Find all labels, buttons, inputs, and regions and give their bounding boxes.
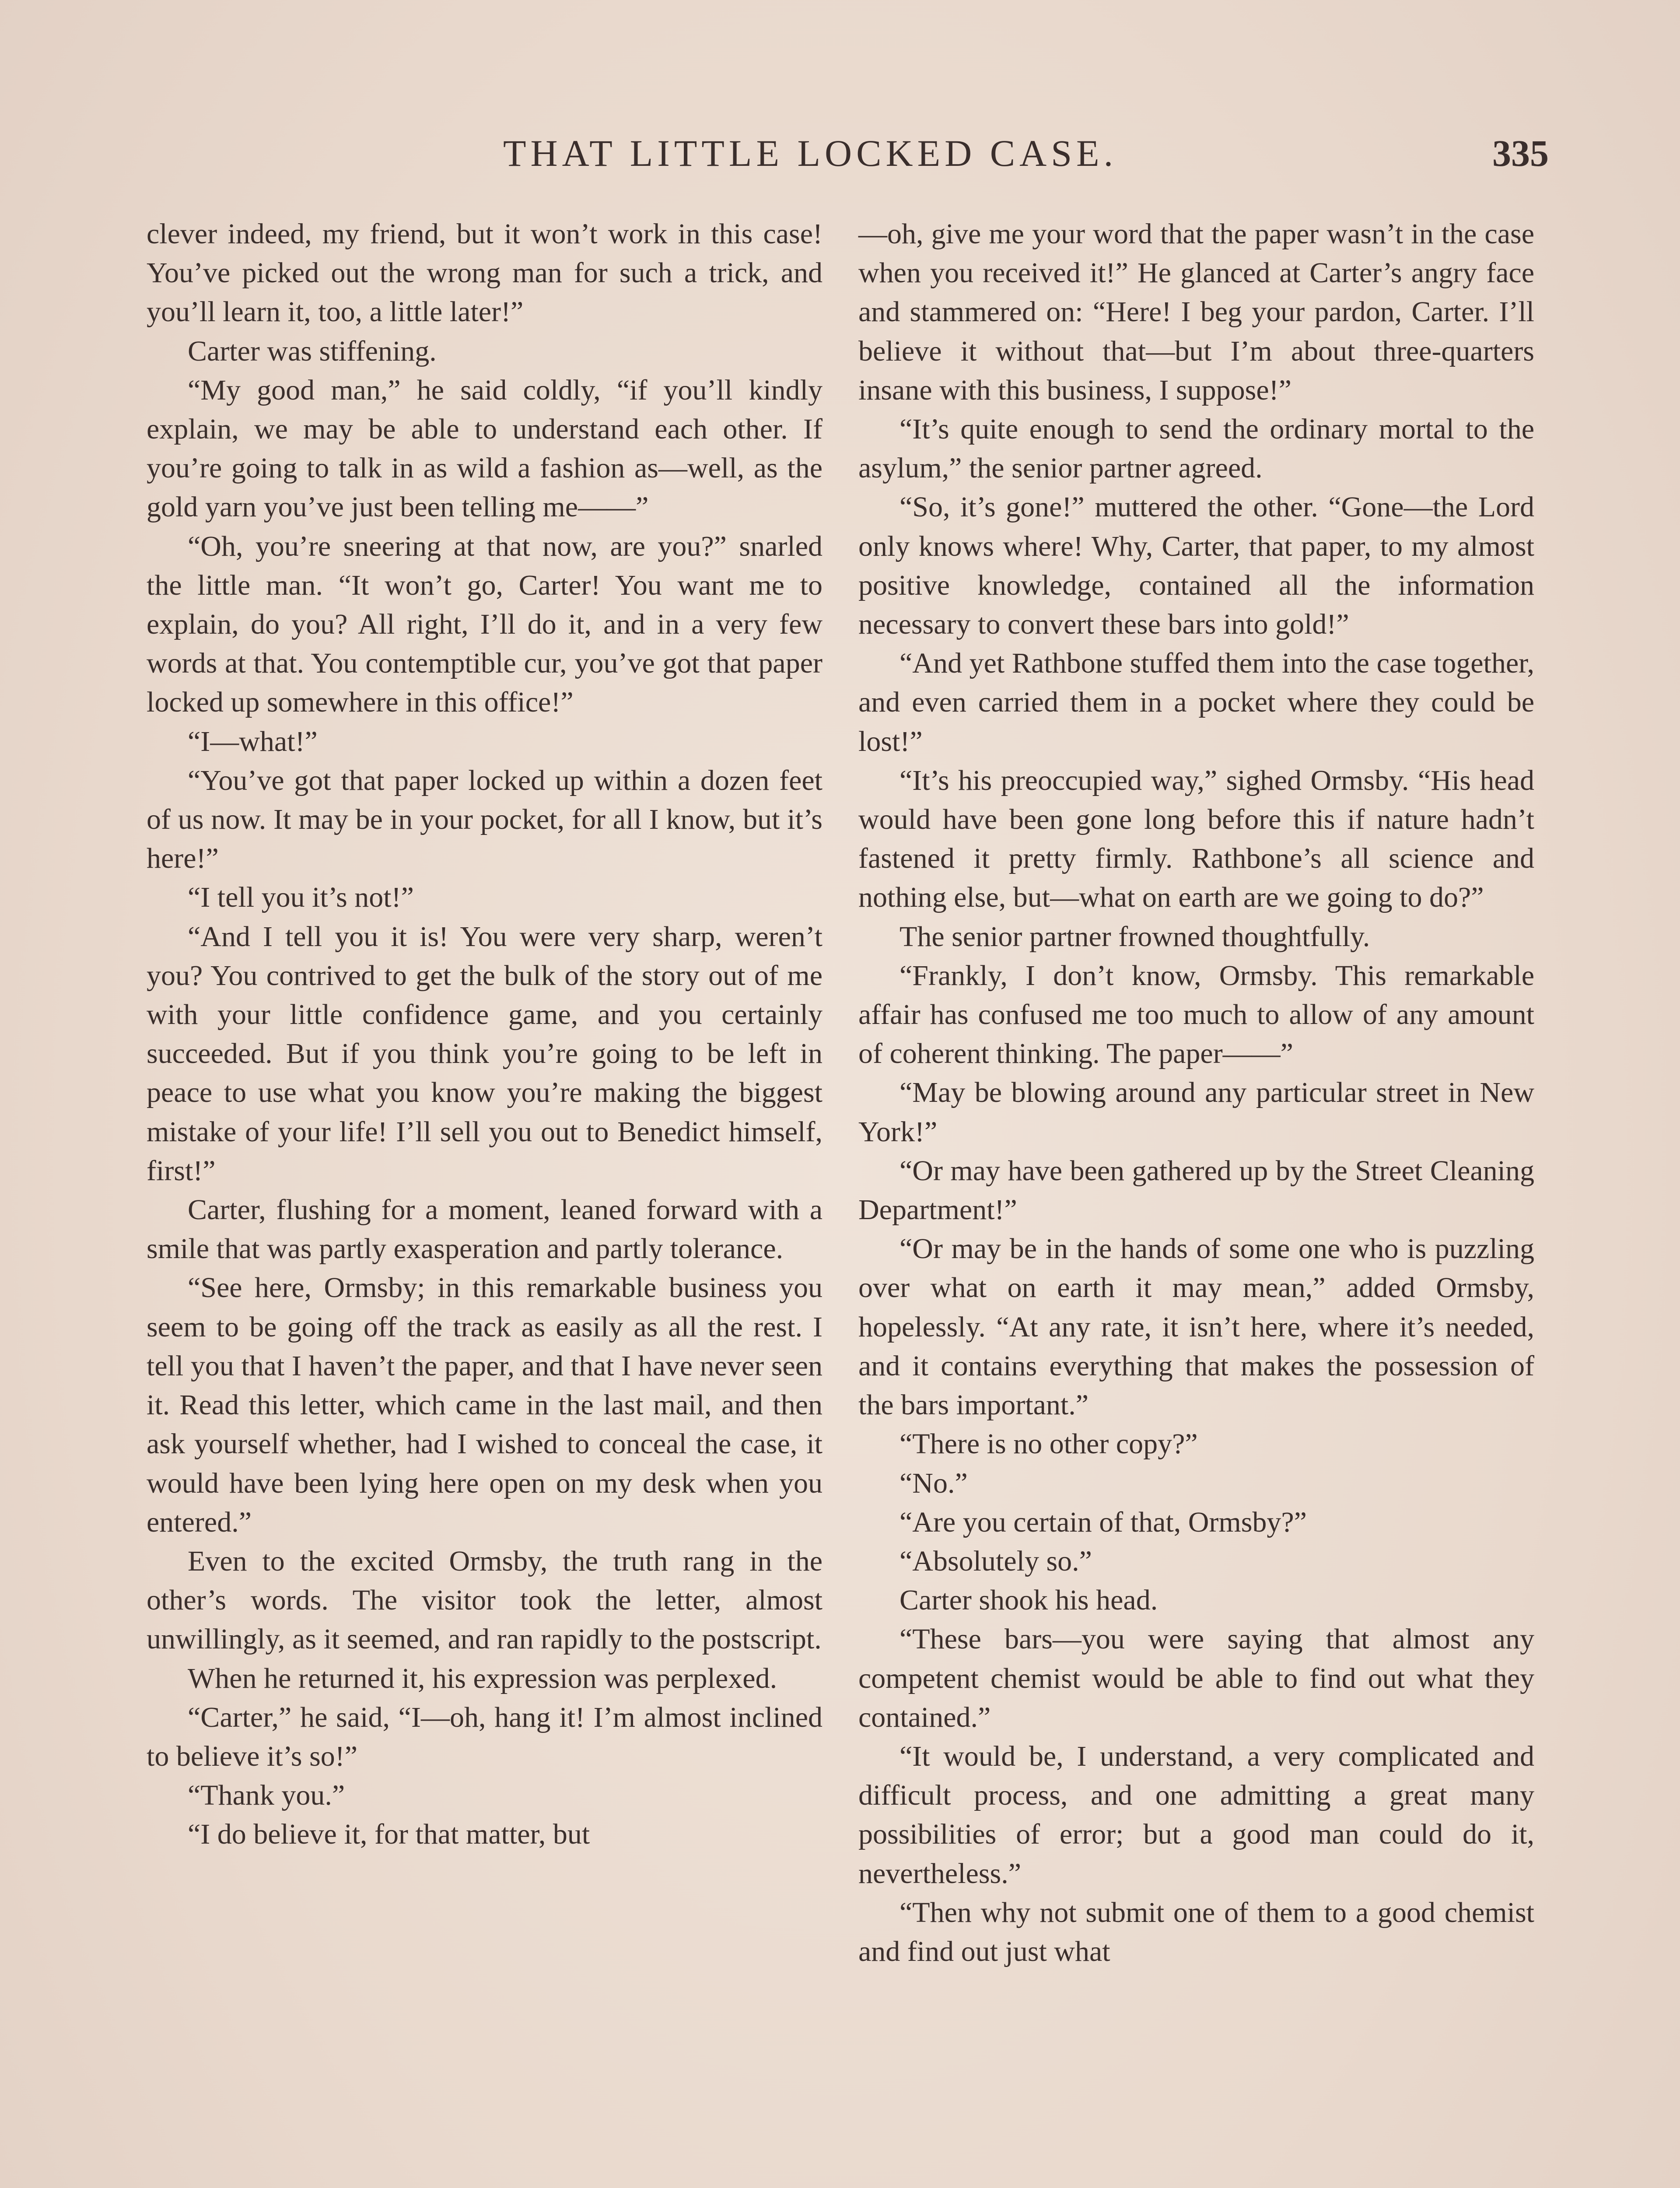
paragraph: “And yet Rathbone stuffed them into the case together, and even carried them in a pocket where they could be lost!” — [858, 647, 1534, 757]
right-text-column — [858, 214, 1534, 1971]
paragraph: Carter shook his head. — [900, 1584, 1158, 1616]
paragraph: “Carter,” he said, “I—oh, hang it! I’m almost inclined to believe it’s so!” — [147, 1701, 822, 1772]
paragraph: Carter, flushing for a moment, leaned forward with a smile that was partly exasperation and partly tolerance. — [147, 1194, 822, 1265]
paragraph: “No.” — [900, 1467, 968, 1499]
paragraph: “And I tell you it is! You were very sharp, weren’t you? You contrived to get the bulk of the story out of me with your little confidence game, and you certainly succeeded. But if you think you’re going to be left in peace to use what you know you’re making the biggest mistake of your life! I’ll sell you out to Benedict himself, first!” — [147, 920, 822, 1187]
paragraph: When he returned it, his expression was perplexed. — [188, 1662, 777, 1694]
page-number: 335 — [1492, 132, 1549, 174]
paragraph: “Oh, you’re sneering at that now, are you?” snarled the little man. “It won’t go, Carter! You want me to explain, do you? All right, I’ll do it, and in a very few words at that. You contemptible cur, you’ve got that paper locked up somewhere in this office!” — [147, 530, 822, 719]
paragraph: “Frankly, I don’t know, Ormsby. This remarkable affair has confused me too much to allow of any amount of coherent thinking. The paper——” — [858, 959, 1534, 1070]
running-title: THAT LITTLE LOCKED CASE. — [503, 132, 1118, 174]
paragraph: “Thank you.” — [188, 1779, 345, 1812]
paragraph: “You’ve got that paper locked up within a dozen feet of us now. It may be in your pocket, for all I know, but it’s here!” — [147, 764, 822, 875]
paragraph: “Then why not submit one of them to a good chemist and find out just what — [858, 1896, 1534, 1967]
paragraph: “May be blowing around any particular street in New York!” — [858, 1076, 1534, 1148]
paragraph: “See here, Ormsby; in this remarkable business you seem to be going off the track as easily as all the rest. I tell you that I haven’t the paper, and that I have never seen it. Read this letter, which came in the last mail, and then ask yourself whether, had I wished to conceal the case, it would have been lying here open on my desk when you entered.” — [147, 1272, 822, 1538]
paragraph: “I tell you it’s not!” — [188, 881, 414, 914]
paragraph: “My good man,” he said coldly, “if you’ll kindly explain, we may be able to understand each other. If you’re going to talk in as wild a fashion as—well, as the gold yarn you’ve just been telling me——” — [147, 374, 822, 523]
paragraph: “Or may have been gathered up by the Street Cleaning Department!” — [858, 1154, 1534, 1226]
paragraph: “I do believe it, for that matter, but — [188, 1818, 590, 1851]
paragraph: “It’s his preoccupied way,” sighed Ormsby. “His head would have been gone long before this if nature hadn’t fastened it pretty firmly. Rathbone’s all science and nothing else, but—what on earth are we going to do?” — [858, 764, 1534, 914]
left-text-column — [147, 214, 822, 1854]
paragraph: Carter was stiffening. — [188, 335, 437, 367]
paragraph: Even to the excited Ormsby, the truth rang in the other’s words. The visitor took the letter, almost unwillingly, as it seemed, and ran rapidly to the postscript. — [147, 1545, 822, 1655]
paragraph: “These bars—you were saying that almost any competent chemist would be able to find out what they contained.” — [858, 1623, 1534, 1733]
paragraph: “Are you certain of that, Ormsby?” — [900, 1506, 1307, 1538]
paragraph: The senior partner frowned thoughtfully. — [900, 920, 1370, 953]
paragraph: “There is no other copy?” — [900, 1428, 1198, 1460]
paragraph: “It’s quite enough to send the ordinary mortal to the asylum,” the senior partner agreed. — [858, 413, 1534, 484]
paragraph: clever indeed, my friend, but it won’t work in this case! You’ve picked out the wrong man for such a trick, and you’ll learn it, too, a little later!” — [147, 218, 822, 328]
paragraph: “It would be, I understand, a very complicated and difficult process, and one admitting a great many possibilities of error; but a good man could do it, nevertheless.” — [858, 1740, 1534, 1890]
paragraph: “So, it’s gone!” muttered the other. “Gone—the Lord only knows where! Why, Carter, that paper, to my almost positive knowledge, contained all the information necessary to convert these bars into gold!” — [858, 491, 1534, 641]
paragraph: “I—what!” — [188, 725, 318, 757]
paragraph: —oh, give me your word that the paper wasn’t in the case when you received it!” He glanced at Carter’s angry face and stammered on: “Here! I beg your pardon, Carter. I’ll believe it without that—but I’m about three-quarters insane with this business, I suppose!” — [858, 218, 1534, 406]
paragraph: “Or may be in the hands of some one who is puzzling over what on earth it may mean,” added Ormsby, hopelessly. “At any rate, it isn’t here, where it’s needed, and it contains everything that makes the possession of the bars important.” — [858, 1233, 1534, 1421]
paragraph: “Absolutely so.” — [900, 1545, 1092, 1577]
